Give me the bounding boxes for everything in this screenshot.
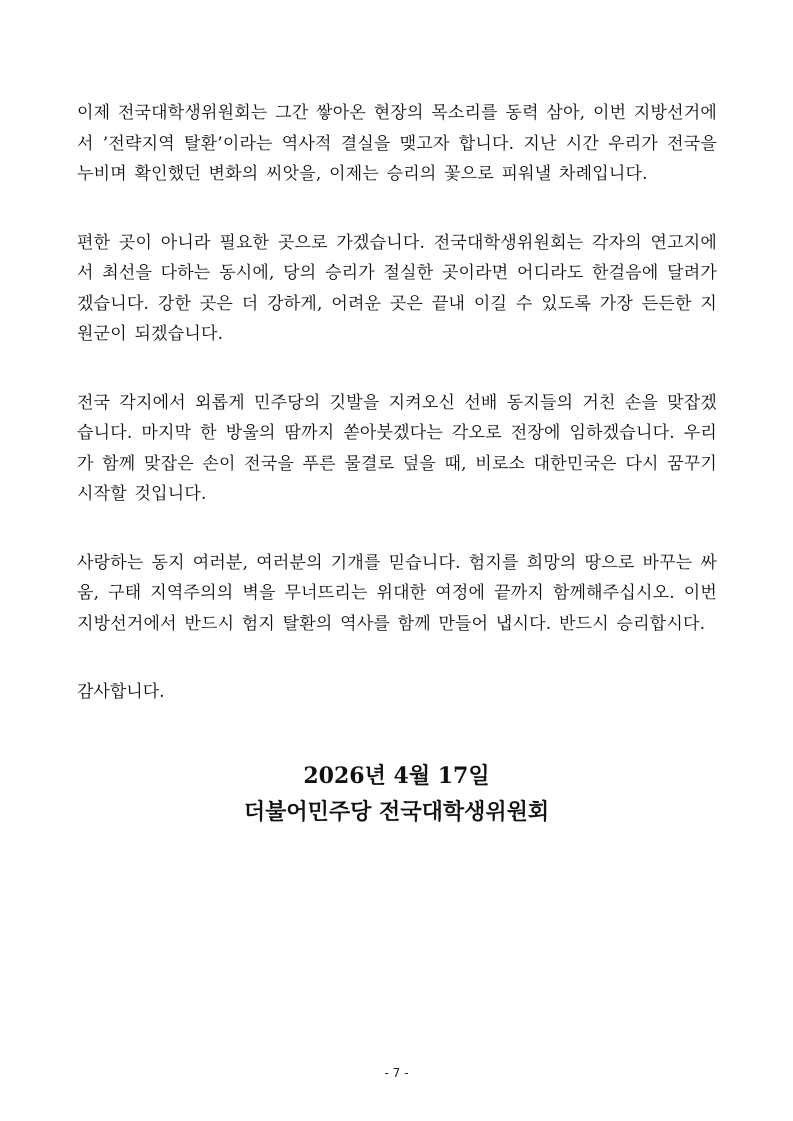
- page-number: - 7 -: [384, 1066, 409, 1080]
- paragraph-1: 이제 전국대학생위원회는 그간 쌓아온 현장의 목소리를 동력 삼아, 이번 지방선거에서 ’전략지역 탈환’이라는 역사적 결실을 맺고자 합니다. 지난 시간 우리가 전국을 누비며 확인했던 변화의 씨앗을, 이제는 승리의 꽃으로 피워낼 차례입니다.: [77, 103, 717, 184]
- paragraph-2: 편한 곳이 아니라 필요한 곳으로 가겠습니다. 전국대학생위원회는 각자의 연고지에서 최선을 다하는 동시에, 당의 승리가 절실한 곳이라면 어디라도 한걸음에 달려가겠습니다. 강한 곳은 더 강하게, 어려운 곳은 끝내 이길 수 있도록 가장 든든한 지원군이 되겠습니다.: [77, 232, 717, 344]
- document-body: [77, 98, 717, 707]
- closing-text: 감사합니다.: [77, 682, 165, 702]
- paragraph-3: 전국 각지에서 외롭게 민주당의 깃발을 지켜오신 선배 동지들의 거친 손을 맞잡겠습니다. 마지막 한 방울의 땀까지 쏟아붓겠다는 각오로 전장에 임하겠습니다. 우리가 함께 맞잡은 손이 전국을 푸른 물결로 덮을 때, 비로소 대한민국은 다시 꿈꾸기 시작할 것입니다.: [77, 392, 717, 504]
- paragraph-4: 사랑하는 동지 여러분, 여러분의 기개를 믿습니다. 험지를 희망의 땅으로 바꾸는 싸움, 구태 지역주의의 벽을 무너뜨리는 위대한 여정에 끝까지 함께해주십시오. 이번 지방선거에서 반드시 험지 탈환의 역사를 함께 만들어 냅시다. 반드시 승리합시다.: [77, 552, 717, 634]
- signature-organization: 더불어민주당 전국대학생위원회: [243, 799, 550, 825]
- signature-date: 2026년 4월 17일: [303, 763, 490, 789]
- signature-block: [0, 758, 793, 830]
